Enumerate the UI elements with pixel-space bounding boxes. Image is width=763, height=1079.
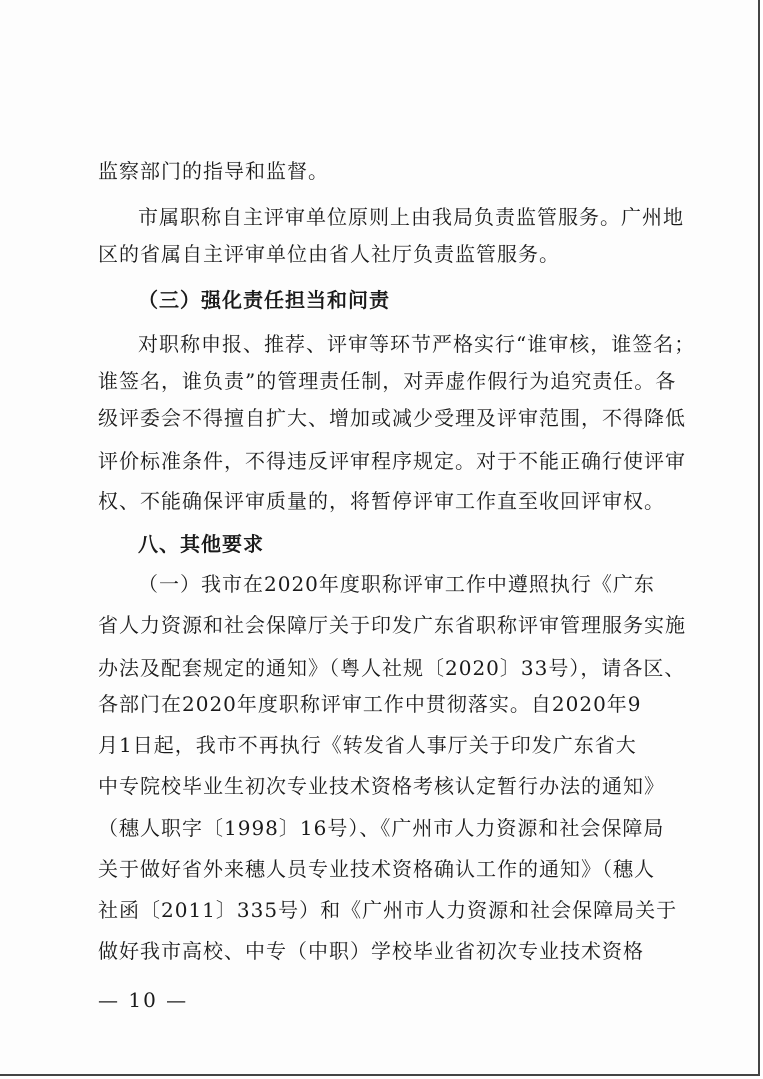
section-heading: （三）强化责任担当和问责 [138,288,390,312]
body-text-line: 省人力资源和社会保障厅关于印发广东省职称评审管理服务实施 [98,613,686,637]
body-text-line: 关于做好省外来穗人员专业技术资格确认工作的通知》（穗人 [98,857,655,881]
body-text-line: 中专院校毕业生初次专业技术资格考核认定暂行办法的通知》 [98,774,665,798]
body-text-line: 月1日起，我市不再执行《转发省人事厅关于印发广东省大 [98,733,637,757]
body-text-line: （穗人职字〔1998〕16号）、《广州市人力资源和社会保障局 [98,816,665,840]
body-text-line: 评价标准条件，不得违反评审程序规定。对于不能正确行使评审 [98,449,686,473]
body-text-line: 做好我市高校、中专（中职）学校毕业省初次专业技术资格 [98,939,644,963]
page-number: — 10 — [98,988,189,1012]
body-text-line: 区的省属自主评审单位由省人社厅负责监管服务。 [98,242,560,266]
body-text-line: 监察部门的指导和监督。 [98,159,329,183]
body-text-line: 市属职称自主评审单位原则上由我局负责监管服务。广州地 [138,205,684,229]
body-text-line: 办法及配套规定的通知》（粤人社规〔2020〕33号），请各区、 [98,656,686,680]
body-text-line: 级评委会不得擅自扩大、增加或减少受理及评审范围，不得降低 [98,406,686,430]
body-text-line: 谁签名，谁负责”的管理责任制，对弄虚作假行为追究责任。各 [98,369,677,393]
body-text-line: （一）我市在2020年度职称评审工作中遵照执行《广东 [138,572,655,596]
body-text-line: 对职称申报、推荐、评审等环节严格实行“谁审核，谁签名； [138,332,696,356]
body-text-line: 社函〔2011〕335号）和《广州市人力资源和社会保障局关于 [98,898,678,922]
body-text-line: 各部门在2020年度职称评审工作中贯彻落实。自2020年9 [98,692,642,716]
body-text-line: 权、不能确保评审质量的，将暂停评审工作直至收回评审权。 [98,489,665,513]
section-heading: 八、其他要求 [138,532,264,556]
